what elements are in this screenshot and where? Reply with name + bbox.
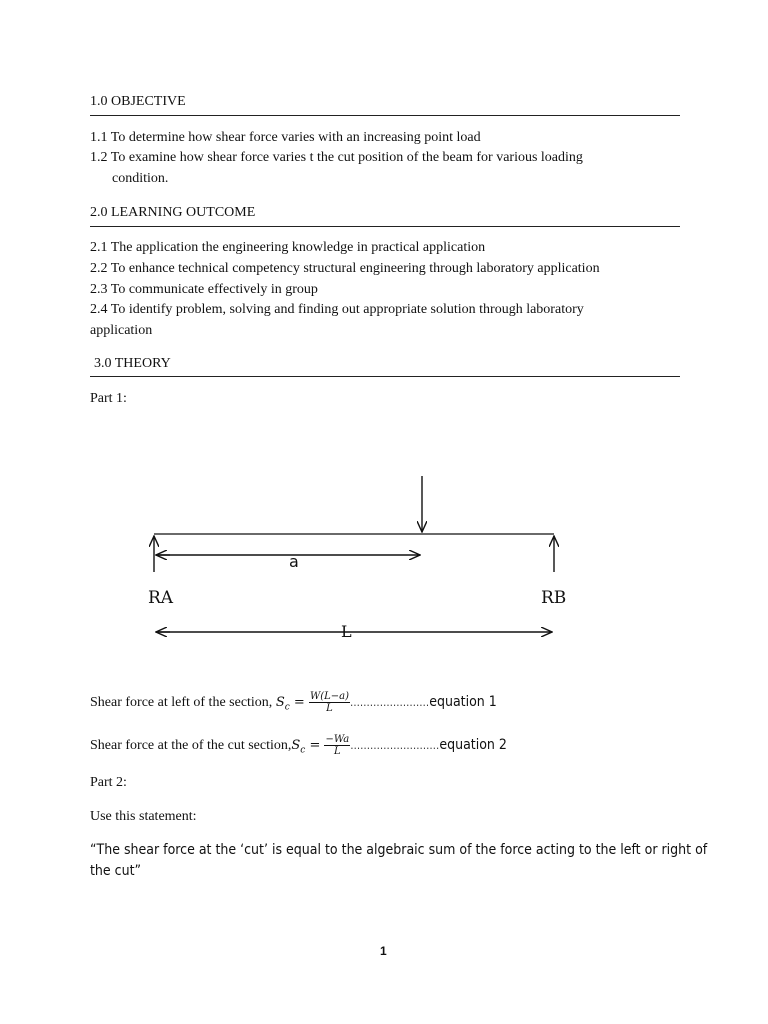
objective-heading: 1.0 OBJECTIVE — [90, 94, 186, 109]
learning-outcome-item-4-continued: application — [90, 323, 153, 338]
quote-line-2: the cut” — [90, 863, 142, 879]
label-l: L — [341, 622, 352, 641]
theory-heading: 3.0 THEORY — [94, 356, 171, 371]
part1-label: Part 1: — [90, 391, 127, 406]
equation-2-prefix: Shear force at the of the cut section, — [90, 738, 292, 753]
equation-2-leader: ……………………… — [350, 739, 440, 752]
equation-2-label: equation 2 — [439, 737, 507, 753]
equation-2 — [90, 731, 507, 765]
equation-2-equals: = — [305, 738, 325, 753]
theory-rule — [90, 376, 680, 377]
quote-line-1: “The shear force at the ‘cut’ is equal to the algebraic sum of the force acting to the left or right of — [90, 842, 708, 858]
objective-item-2: 1.2 To examine how shear force varies t the cut position of the beam for various loading — [90, 150, 583, 165]
equation-1-leader: …………………… — [350, 696, 430, 709]
equation-1-lhs: $S_c$ — [275, 695, 290, 713]
equation-1-label: equation 1 — [429, 694, 497, 710]
label-ra: RA — [148, 588, 174, 608]
equation-1-fraction: $\frac{W(L-a)}{L}$ — [309, 691, 349, 715]
equation-1-equals: = — [289, 695, 309, 710]
beam-diagram — [140, 470, 580, 650]
learning-outcome-heading: 2.0 LEARNING OUTCOME — [90, 205, 256, 220]
equation-1 — [90, 688, 497, 722]
objective-rule — [90, 115, 680, 116]
objective-item-2-continued: condition. — [112, 171, 169, 186]
learning-outcome-item-3: 2.3 To communicate effectively in group — [90, 282, 318, 297]
label-a: a — [289, 552, 299, 571]
equation-2-fraction: $\frac{-Wa}{L}$ — [325, 734, 350, 758]
use-statement: Use this statement: — [90, 809, 197, 824]
equation-1-prefix: Shear force at left of the section, — [90, 695, 276, 710]
page-number: 1 — [380, 944, 387, 958]
learning-outcome-item-4: 2.4 To identify problem, solving and finding out appropriate solution through laboratory — [90, 302, 584, 317]
objective-item-1: 1.1 To determine how shear force varies with an increasing point load — [90, 130, 481, 145]
learning-outcome-item-2: 2.2 To enhance technical competency structural engineering through laboratory application — [90, 261, 600, 276]
equation-2-lhs: $S_c$ — [291, 738, 306, 756]
part2-label: Part 2: — [90, 775, 127, 790]
learning-outcome-item-1: 2.1 The application the engineering knowledge in practical application — [90, 240, 486, 255]
label-rb: RB — [541, 588, 567, 608]
learning-outcome-rule — [90, 226, 680, 227]
